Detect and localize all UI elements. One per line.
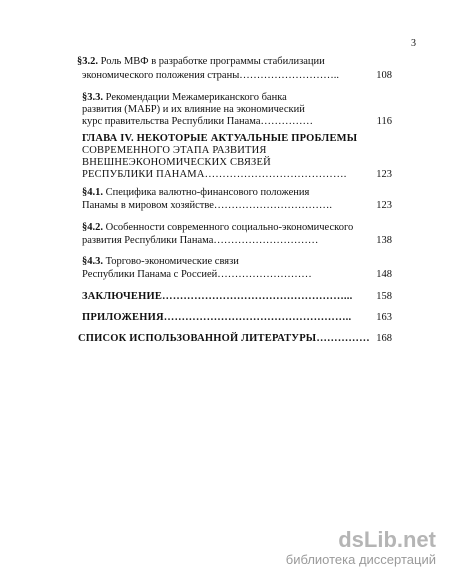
toc-entry-3-3-line-2: развития (МАБР) и их влияние на экономический — [82, 104, 305, 115]
toc-section-marker: §4.1. — [82, 187, 103, 198]
toc-entry-3-3-line-1 — [82, 92, 287, 104]
toc-page-4-2: 138 — [376, 235, 392, 246]
toc-chapter-4-line-4: РЕСПУБЛИКИ ПАНАМА…………………………………. — [82, 169, 347, 180]
toc-entry-4-3-line-2: Республики Панама с Россией……………………… — [82, 269, 312, 280]
watermark-subtitle: библиотека диссертаций — [285, 552, 436, 567]
watermark-logo: dsLib.net — [338, 527, 436, 552]
toc-page-4-1: 123 — [376, 200, 392, 211]
toc-page-references: 168 — [376, 333, 392, 344]
toc-entry-3-2-line-1 — [77, 56, 325, 68]
toc-page-3-3: 116 — [376, 116, 392, 127]
toc-text: Специфика валютно-финансового положения — [103, 187, 310, 198]
toc-text: Рекомендации Межамериканского банка — [103, 92, 287, 103]
toc-entry-4-2-line-1 — [82, 222, 353, 234]
watermark — [286, 528, 436, 568]
toc-section-marker: §4.3. — [82, 256, 103, 267]
toc-chapter-4-line-1: ГЛАВА IV. НЕКОТОРЫЕ АКТУАЛЬНЫЕ ПРОБЛЕМЫ — [82, 133, 358, 144]
toc-chapter-4-line-3: ВНЕШНЕЭКОНОМИЧЕСКИХ СВЯЗЕЙ — [82, 157, 271, 168]
toc-entry-4-1-line-2: Панамы в мировом хозяйстве……………………………. — [82, 200, 333, 211]
toc-page-chapter-4: 123 — [376, 169, 392, 180]
toc-chapter-4-line-2: СОВРЕМЕННОГО ЭТАПА РАЗВИТИЯ — [82, 145, 267, 156]
toc-entry-4-1-line-1 — [82, 187, 309, 199]
toc-page-conclusion: 158 — [376, 291, 392, 302]
toc-conclusion: ЗАКЛЮЧЕНИЕ……………………………………………... — [82, 291, 353, 302]
toc-section-marker: §4.2. — [82, 222, 103, 233]
toc-entry-4-2-line-2: развития Республики Панама………………………… — [82, 235, 319, 246]
toc-entry-3-3-line-3: курс правительства Республики Панама…………… — [82, 116, 314, 127]
toc-page-4-3: 148 — [376, 269, 392, 280]
toc-entry-4-3-line-1 — [82, 256, 239, 268]
toc-text: Торгово-экономические связи — [103, 256, 239, 267]
toc-page-appendices: 163 — [376, 312, 392, 323]
toc-appendices: ПРИЛОЖЕНИЯ…………………………………………….. — [82, 312, 352, 323]
toc-page-3-2: 108 — [376, 70, 392, 81]
toc-text: Роль МВФ в разработке программы стабилизации — [98, 56, 325, 67]
toc-section-marker: §3.2. — [77, 56, 98, 67]
toc-text: Особенности современного социально-экономического — [103, 222, 354, 233]
toc-section-marker: §3.3. — [82, 92, 103, 103]
toc-references: СПИСОК ИСПОЛЬЗОВАННОЙ ЛИТЕРАТУРЫ…………… — [78, 333, 370, 344]
toc-entry-3-2-line-2: экономического положения страны……………………….. — [82, 70, 339, 81]
page-number: 3 — [411, 38, 416, 49]
